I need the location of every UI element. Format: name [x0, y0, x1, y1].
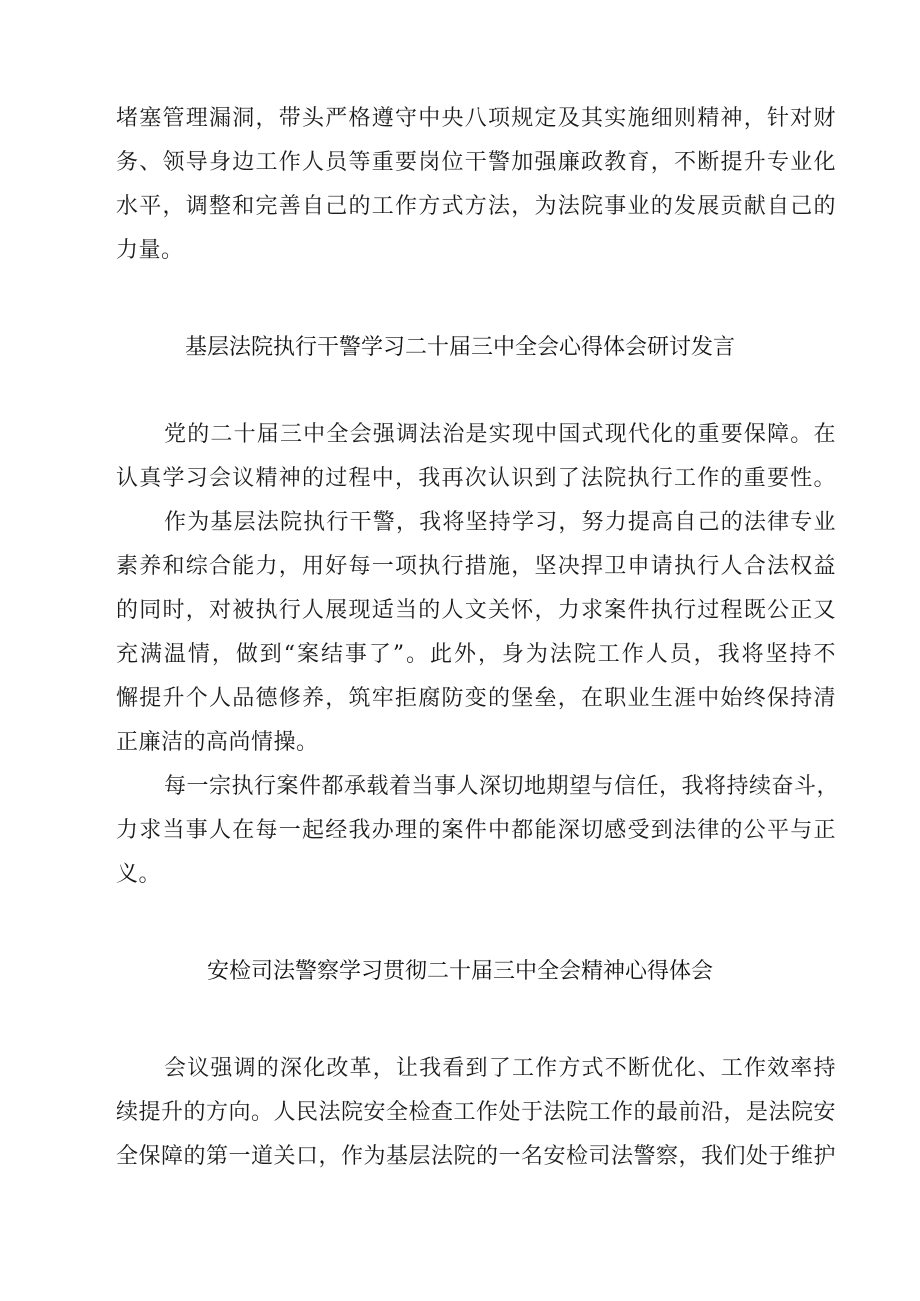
- paragraph-line: 力量。: [116, 238, 184, 263]
- paragraph-line: 务、领导身边工作人员等重要岗位干警加强廉政教育，不断提升专业化: [116, 150, 836, 175]
- paragraph-line: 懈提升个人品德修养，筑牢拒腐防变的堡垒，在职业生涯中始终保持清: [116, 686, 836, 711]
- paragraph-line: 素养和综合能力，用好每一项执行措施，坚决捍卫申请执行人合法权益: [116, 554, 836, 579]
- paragraph-line: 续提升的方向。人民法院安全检查工作处于法院工作的最前沿，是法院安: [116, 1100, 837, 1125]
- paragraph-line: 堵塞管理漏洞，带头严格遵守中央八项规定及其实施细则精神，针对财: [116, 106, 836, 131]
- paragraph-line: 充满温情，做到“案结事了”。此外，身为法院工作人员，我将坚持不: [116, 642, 836, 667]
- paragraph-line: 党的二十届三中全会强调法治是实现中国式现代化的重要保障。在: [164, 422, 836, 447]
- paragraph-line: 水平，调整和完善自己的工作方式方法，为法院事业的发展贡献自己的: [116, 194, 836, 219]
- section-title: 基层法院执行干警学习二十届三中全会心得体会研讨发言: [184, 335, 735, 360]
- section-title: 安检司法警察学习贯彻二十届三中全会精神心得体会: [206, 959, 713, 984]
- paragraph-line: 力求当事人在每一起经我办理的案件中都能深切感受到法律的公平与正: [116, 818, 836, 843]
- paragraph-line: 会议强调的深化改革，让我看到了工作方式不断优化、工作效率持: [164, 1056, 836, 1081]
- paragraph-line: 的同时，对被执行人展现适当的人文关怀，力求案件执行过程既公正又: [116, 598, 836, 623]
- paragraph-line: 义。: [116, 862, 162, 887]
- paragraph-line: 正廉洁的高尚情操。: [116, 730, 319, 755]
- paragraph-line: 作为基层法院执行干警，我将坚持学习，努力提高自己的法律专业: [164, 510, 836, 535]
- paragraph-line: 认真学习会议精神的过程中，我再次认识到了法院执行工作的重要性。: [116, 466, 836, 491]
- paragraph-line: 全保障的第一道关口，作为基层法院的一名安检司法警察，我们处于维护: [116, 1144, 837, 1169]
- paragraph-line: 每一宗执行案件都承载着当事人深切地期望与信任，我将持续奋斗，: [164, 774, 840, 799]
